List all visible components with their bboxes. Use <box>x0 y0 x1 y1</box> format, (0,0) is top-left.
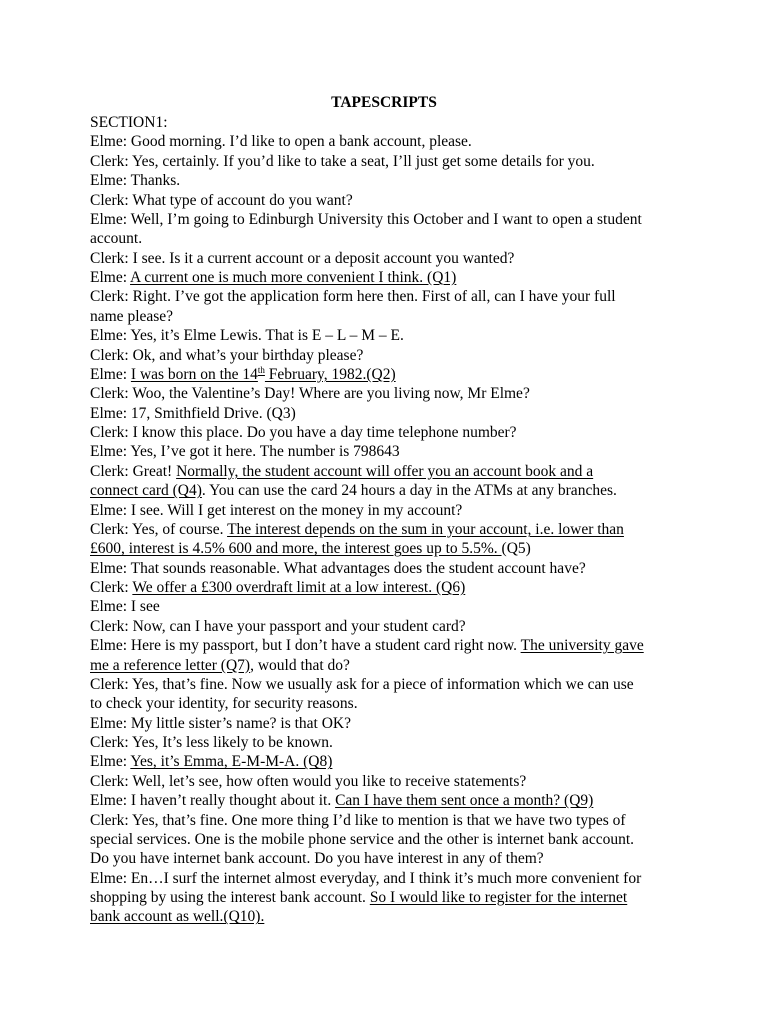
underlined-answer-text: So I would like to register for the internet <box>369 889 628 906</box>
line-text: Clerk: Yes, certainly. If you’d like to take a seat, I’ll just get some details for you. <box>90 152 595 170</box>
transcript-line <box>90 249 690 268</box>
line-text: Clerk: Well, let’s see, how often would you like to receive statements? <box>90 772 527 790</box>
transcript-line <box>90 656 690 675</box>
transcript-line <box>90 423 690 442</box>
underlined-answer-text: Yes, it’s Emma, E-M-M-A. (Q8) <box>130 753 333 771</box>
transcript-line <box>90 404 690 423</box>
transcript-line <box>90 326 690 345</box>
transcript-line <box>90 578 690 597</box>
underlined-answer-text: connect card (Q4) <box>90 482 202 500</box>
line-text: Elme: <box>90 269 131 286</box>
underlined-answer-text: We offer a £300 overdraft limit at a low interest. (Q6) <box>132 579 466 596</box>
line-text: . You can use the card 24 hours a day in the ATMs at any branches. <box>201 482 617 500</box>
underlined-answer-text: Normally, the student account will offer you an account book and a <box>176 462 594 480</box>
line-text: SECTION1: <box>90 114 168 131</box>
transcript-line <box>90 597 690 616</box>
transcript-line <box>90 811 690 830</box>
underlined-answer-text: February, 1982.(Q2) <box>264 365 396 383</box>
transcript-line <box>90 752 690 771</box>
line-text: Elme: I see <box>90 598 160 616</box>
underlined-answer-text: th <box>257 364 265 375</box>
line-text: Elme: Well, I’m going to Edinburgh University this October and I want to open a student <box>90 210 642 228</box>
transcript-line <box>90 229 690 248</box>
line-text: Clerk: What type of account do you want? <box>90 191 353 209</box>
line-text: Elme: 17, Smithfield Drive. (Q3) <box>90 404 296 422</box>
line-text: Clerk: Ok, and what’s your birthday please? <box>90 346 364 364</box>
line-text: name please? <box>90 307 174 325</box>
transcript-line <box>90 772 690 791</box>
transcript-line <box>90 501 690 520</box>
transcript-line <box>90 365 690 384</box>
transcript-line <box>90 152 690 171</box>
line-text: Elme: That sounds reasonable. What advantages does the student account have? <box>90 559 586 577</box>
transcript-line <box>90 733 690 752</box>
transcript-line <box>90 849 690 868</box>
transcript-line <box>90 481 690 500</box>
transcript-line <box>90 907 690 926</box>
line-text: shopping by using the interest bank account. <box>90 889 370 906</box>
line-text: Clerk: <box>90 579 133 596</box>
line-text: Elme: <box>90 365 131 383</box>
transcript-line <box>90 520 690 539</box>
underlined-answer-text: The university gave <box>520 637 644 655</box>
transcript-line <box>90 268 690 287</box>
transcript-line <box>90 462 690 481</box>
transcript-line <box>90 132 690 151</box>
transcript-body <box>90 113 690 927</box>
line-text: Elme: I haven’t really thought about it. <box>90 792 336 810</box>
transcript-line <box>90 307 690 326</box>
transcript-line <box>90 791 690 810</box>
transcript-line <box>90 636 690 655</box>
line-text: Elme: Yes, I’ve got it here. The number is 798643 <box>90 443 400 461</box>
transcript-line <box>90 714 690 733</box>
line-text: Clerk: Right. I’ve got the application form here then. First of all, can I have your full <box>90 288 616 306</box>
line-text: , would that do? <box>250 656 350 674</box>
transcript-line <box>90 384 690 403</box>
transcript-line <box>90 287 690 306</box>
underlined-answer-text: bank account as well.(Q10). <box>90 908 265 926</box>
line-text: Elme: My little sister’s name? is that OK? <box>90 714 352 732</box>
line-text: Elme: Thanks. <box>90 172 181 190</box>
transcript-line <box>90 113 690 132</box>
transcript-line <box>90 191 690 210</box>
line-text: Do you have internet bank account. Do you have interest in any of them? <box>90 850 544 868</box>
transcript-line <box>90 171 690 190</box>
line-text: Clerk: I know this place. Do you have a day time telephone number? <box>90 424 517 441</box>
transcript-line <box>90 442 690 461</box>
page-title: TAPESCRIPTS <box>331 94 437 111</box>
line-text: Elme: <box>90 753 131 771</box>
underlined-answer-text: £600, interest is 4.5% 600 and more, the interest goes up to 5.5%. <box>90 540 502 558</box>
line-text: Elme: Yes, it’s Elme Lewis. That is E – L – M – E. <box>90 327 404 345</box>
underlined-answer-text: The interest depends on the sum in your account, i.e. lower than <box>227 520 624 538</box>
line-text: Clerk: Woo, the Valentine’s Day! Where are you living now, Mr Elme? <box>90 385 530 403</box>
line-text: Clerk: Yes, of course. <box>90 520 228 538</box>
transcript-line <box>90 346 690 365</box>
line-text: (Q5) <box>501 540 531 558</box>
line-text: to check your identity, for security reasons. <box>90 695 358 713</box>
transcript-line <box>90 675 690 694</box>
transcript-line <box>90 869 690 888</box>
line-text: Elme: Good morning. I’d like to open a bank account, please. <box>90 133 472 151</box>
transcript-line <box>90 559 690 578</box>
underlined-answer-text: Can I have them sent once a month? (Q9) <box>335 792 594 810</box>
transcript-line <box>90 694 690 713</box>
line-text: Clerk: Great! <box>90 462 177 480</box>
transcript-line <box>90 888 690 907</box>
line-text: account. <box>90 230 143 248</box>
transcript-line <box>90 617 690 636</box>
line-text: Elme: I see. Will I get interest on the money in my account? <box>90 501 463 519</box>
line-text: Clerk: Yes, that’s fine. One more thing I’d like to mention is that we have two types of <box>90 811 626 829</box>
underlined-answer-text: I was born on the 14 <box>130 365 258 383</box>
line-text: special services. One is the mobile phone service and the other is internet bank account. <box>90 830 635 848</box>
line-text: Clerk: Yes, that’s fine. Now we usually ask for a piece of information which we can use <box>90 675 634 693</box>
line-text: Clerk: Yes, It’s less likely to be known. <box>90 734 333 751</box>
line-text: Elme: Here is my passport, but I don’t have a student card right now. <box>90 637 521 655</box>
transcript-line <box>90 830 690 849</box>
transcript-line <box>90 539 690 558</box>
line-text: Clerk: I see. Is it a current account or a deposit account you wanted? <box>90 249 515 267</box>
line-text: Clerk: Now, can I have your passport and your student card? <box>90 617 466 635</box>
line-text: Elme: En…I surf the internet almost everyday, and I think it’s much more convenient for <box>90 869 642 887</box>
underlined-answer-text: A current one is much more convenient I think. (Q1) <box>130 269 457 286</box>
transcript-line <box>90 210 690 229</box>
underlined-answer-text: me a reference letter (Q7) <box>90 656 251 674</box>
